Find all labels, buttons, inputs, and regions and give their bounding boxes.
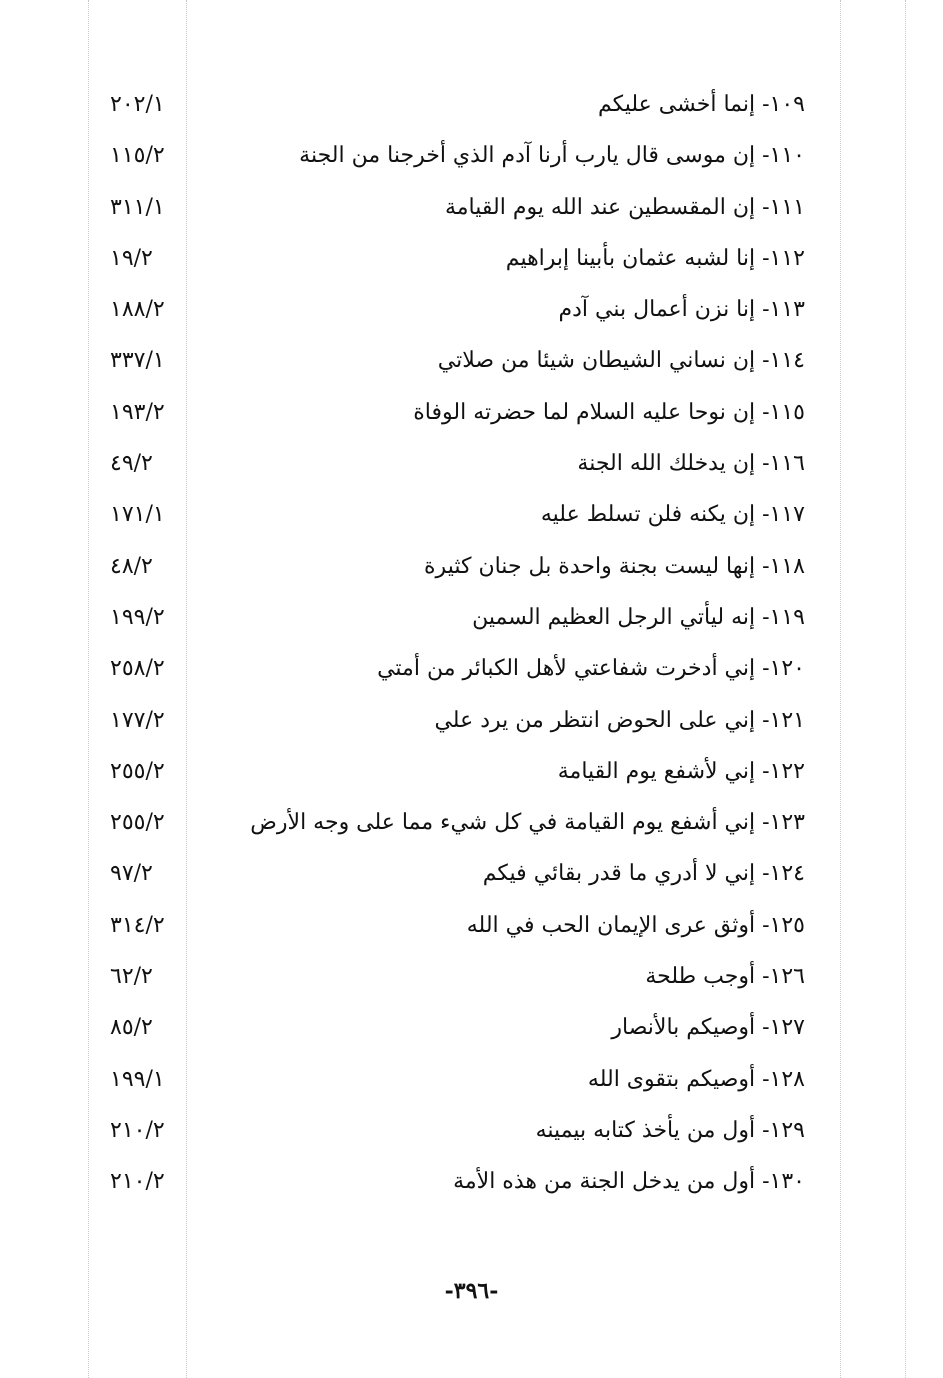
entry-reference: ١١٥/٢ [110,143,165,169]
entry-text: ١١٣- إنا نزن أعمال بني آدم [558,297,805,323]
list-item [100,698,805,749]
entry-text: ١٢٩- أول من يأخذ كتابه بيمينه [535,1117,805,1143]
entry-text: ١١٢- إنا لشبه عثمان بأبينا إبراهيم [505,245,805,271]
entry-reference: ٩٧/٢ [110,861,153,887]
entry-text: ١١٧- إن يكنه فلن تسلط عليه [540,502,805,528]
entry-reference: ٨٥/٢ [110,1015,153,1041]
entry-text: ١٢٧- أوصيكم بالأنصار [611,1015,805,1041]
entry-reference: ٢١٠/٢ [110,1117,165,1143]
list-item [100,800,805,851]
entry-text: ١٢٥- أوثق عرى الإيمان الحب في الله [466,912,805,938]
list-item [100,749,805,800]
list-item [100,646,805,697]
entry-reference: ٦٢/٢ [110,964,153,990]
entry-text: ١٢٢- إني لأشفع يوم القيامة [557,758,805,784]
entry-text: ١١٦- إن يدخلك الله الجنة [577,451,805,477]
entry-text: ١١٠- إن موسى قال يارب أرنا آدم الذي أخرجنا من الجنة [299,143,805,169]
entry-text: ١٢٤- إني لا أدري ما قدر بقائي فيكم [482,861,805,887]
entry-reference: ١٩٣/٢ [110,399,165,425]
entry-text: ١١٤- إن نساني الشيطان شيئا من صلاتي [437,348,805,374]
list-item [100,236,805,287]
entry-reference: ١٩٩/١ [110,1066,165,1092]
list-item [100,1159,805,1210]
entry-reference: ٢٥٥/٢ [110,758,165,784]
entry-text: ١١٥- إن نوحا عليه السلام لما حضرته الوفاة [413,399,805,425]
entry-text: ١٢١- إني على الحوض انتظر من يرد علي [434,707,805,733]
list-item [100,1108,805,1159]
entry-reference: ٣٣٧/١ [110,348,165,374]
entry-text: ١٢٣- إني أشفع يوم القيامة في كل شيء مما على وجه الأرض [250,810,805,836]
list-item [100,441,805,492]
list-item [100,595,805,646]
list-item [100,185,805,236]
entry-reference: ٣١٤/٢ [110,912,165,938]
entry-reference: ٢٥٥/٢ [110,810,165,836]
list-item [100,287,805,338]
entry-reference: ١٩/٢ [110,245,153,271]
list-item [100,544,805,595]
index-entries [100,82,805,1211]
entry-text: ١١٩- إنه ليأتي الرجل العظيم السمين [472,604,805,630]
list-item [100,1005,805,1056]
guide-line [88,0,89,1378]
entry-reference: ٣١١/١ [110,194,165,220]
entry-reference: ٢١٠/٢ [110,1169,165,1195]
guide-line [840,0,841,1378]
list-item [100,338,805,389]
list-item [100,390,805,441]
entry-text: ١٣٠- أول من يدخل الجنة من هذه الأمة [453,1169,805,1195]
list-item [100,133,805,184]
entry-reference: ٢٥٨/٢ [110,656,165,682]
list-item [100,492,805,543]
entry-text: ١١١- إن المقسطين عند الله يوم القيامة [444,194,805,220]
entry-text: ١٢٠- إني أدخرت شفاعتي لأهل الكبائر من أمتي [377,656,805,682]
list-item [100,903,805,954]
entry-reference: ١٧١/١ [110,502,165,528]
guide-line [905,0,906,1378]
entry-text: ١١٨- إنها ليست بجنة واحدة بل جنان كثيرة [424,553,805,579]
entry-reference: ٤٩/٢ [110,451,153,477]
list-item [100,851,805,902]
entry-reference: ١٨٨/٢ [110,297,165,323]
entry-reference: ٤٨/٢ [110,553,153,579]
entry-reference: ٢٠٢/١ [110,92,165,117]
entry-reference: ١٧٧/٢ [110,707,165,733]
entry-text: ١٢٦- أوجب طلحة [645,964,805,990]
entry-text: ١٠٩- إنما أخشى عليكم [597,92,805,117]
list-item [100,954,805,1005]
list-item [100,1057,805,1108]
page-number: -٣٩٦- [444,1278,499,1304]
entry-text: ١٢٨- أوصيكم بتقوى الله [587,1066,805,1092]
entry-reference: ١٩٩/٢ [110,604,165,630]
list-item [100,82,805,133]
